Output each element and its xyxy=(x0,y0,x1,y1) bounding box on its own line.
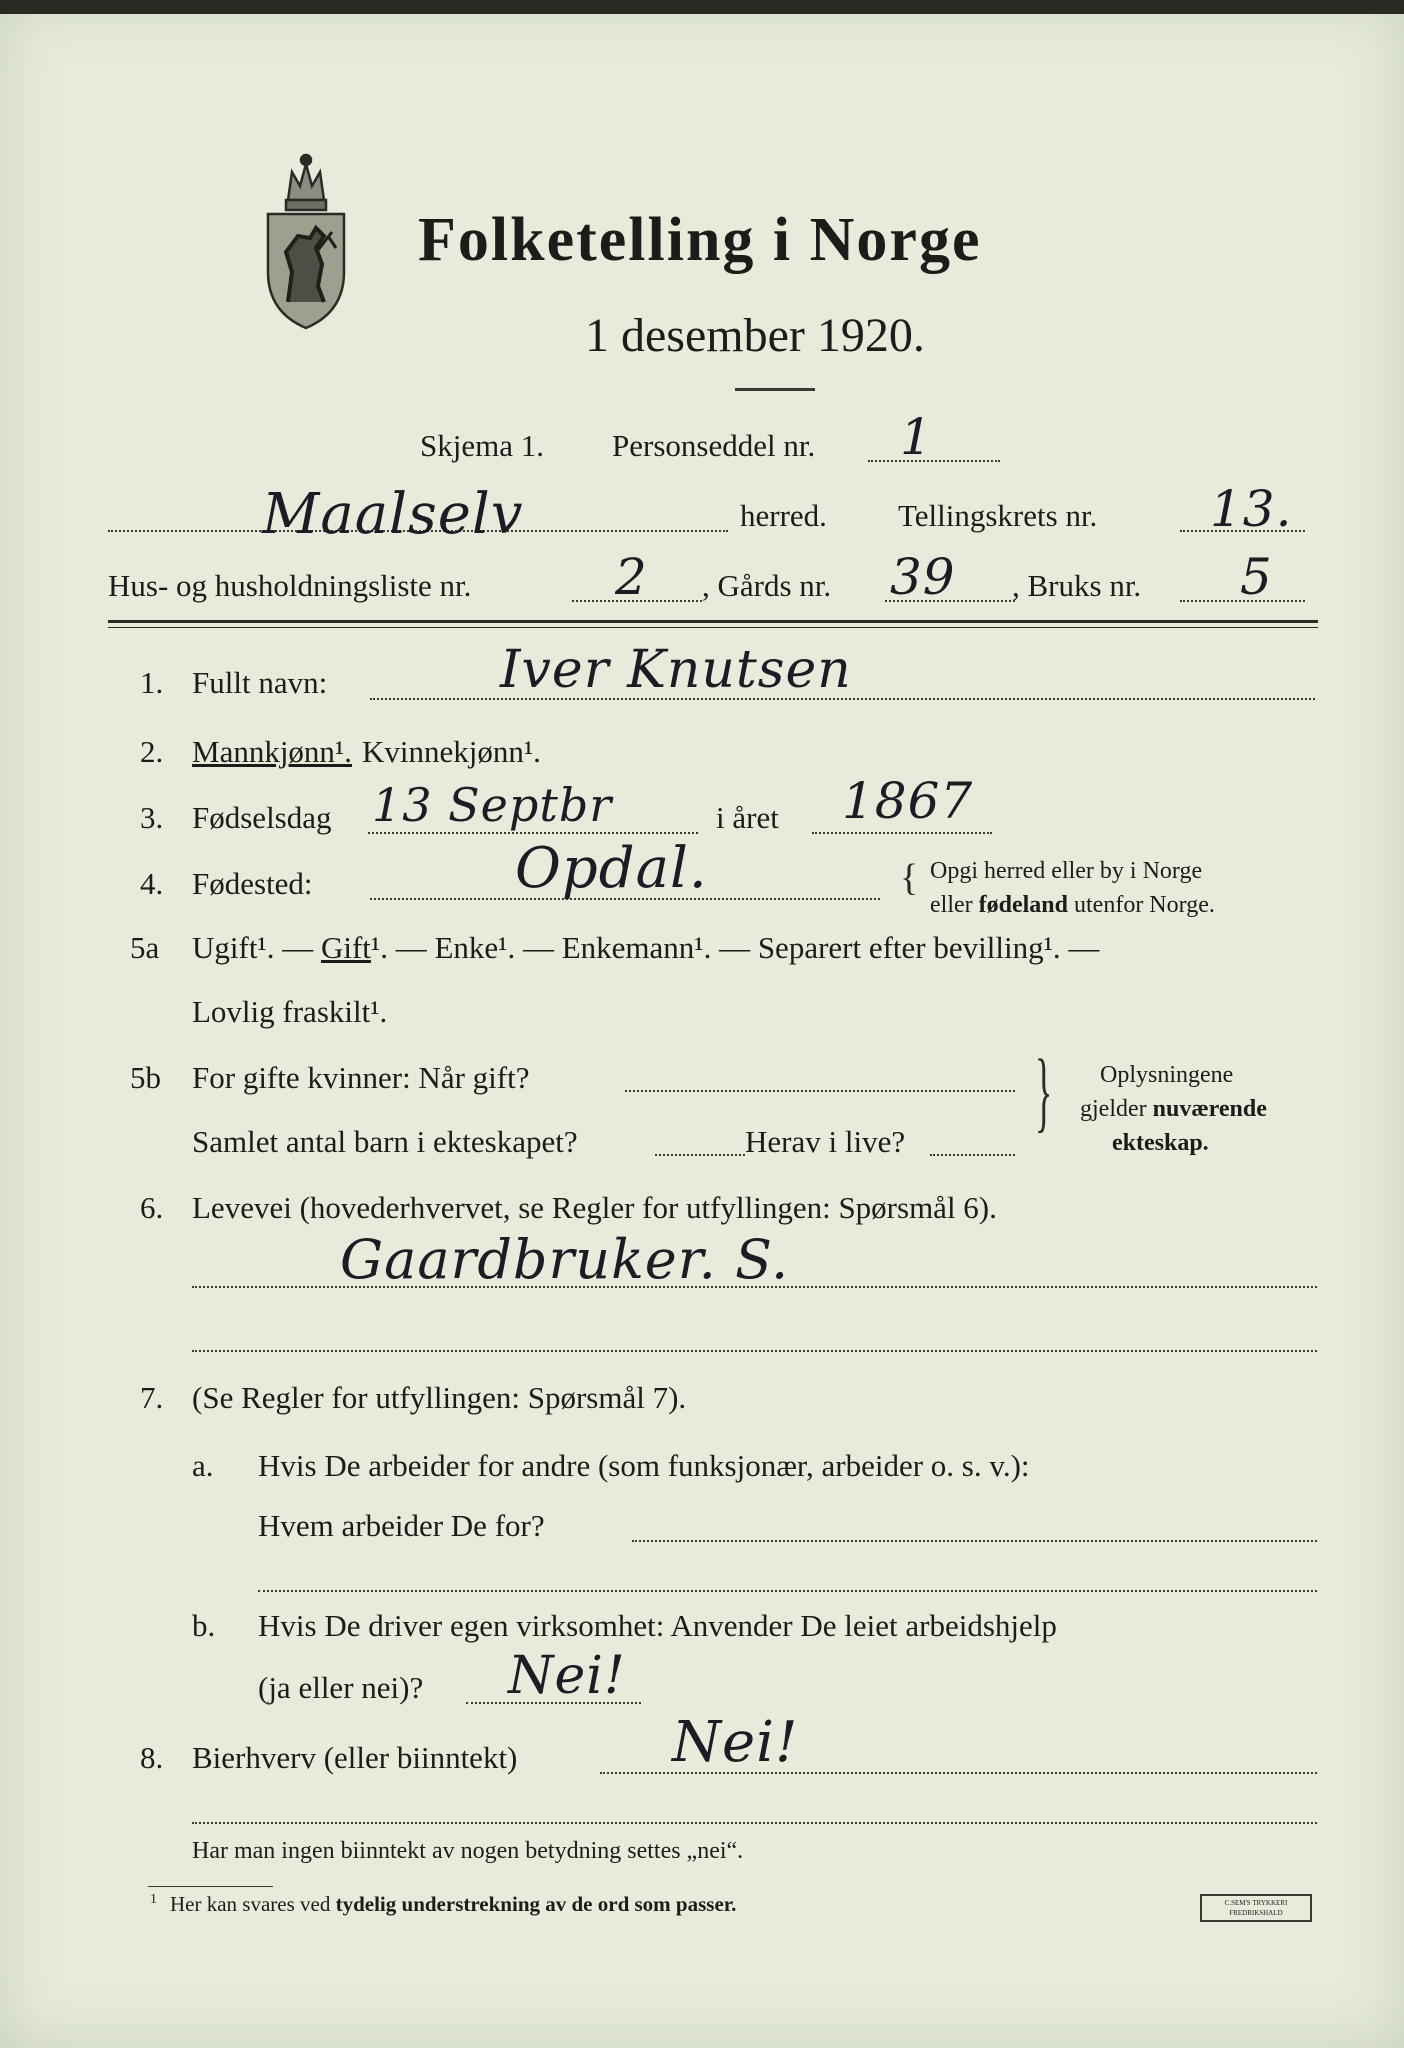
q3-value: 13 Septbr xyxy=(372,778,613,832)
norwegian-coat-of-arms-icon xyxy=(258,152,354,332)
q3-year-value: 1867 xyxy=(842,772,974,830)
q6-label: Levevei (hovederhvervet, se Regler for utfyllingen: Spørsmål 6). xyxy=(192,1190,997,1225)
q5b-note-line2: gjelder nuværende xyxy=(1080,1096,1267,1122)
q4-note-brace: { xyxy=(900,857,919,899)
q5b-label2: Samlet antal barn i ekteskapet? xyxy=(192,1124,578,1159)
q7a-line2 xyxy=(258,1590,1317,1592)
footnote-text: Her kan svares ved tydelig understrekning av de ord som passer. xyxy=(170,1892,737,1916)
q6-value: Gaardbruker. S. xyxy=(340,1228,790,1291)
title-divider xyxy=(735,388,815,391)
q7a-line1 xyxy=(632,1540,1317,1542)
q8-line2 xyxy=(192,1822,1317,1824)
gards-value: 39 xyxy=(890,548,956,606)
q5b-number: 5b xyxy=(130,1060,161,1095)
hus-value: 2 xyxy=(615,548,648,606)
q1-value: Iver Knutsen xyxy=(500,640,852,700)
q7-number: 7. xyxy=(140,1380,164,1415)
q2-male-option: Mannkjønn¹. xyxy=(192,734,352,769)
bruks-value: 5 xyxy=(1240,548,1273,606)
herred-label: herred. xyxy=(740,498,827,533)
q8-value: Nei! xyxy=(672,1710,799,1775)
q4-note-line2: eller fødeland utenfor Norge. xyxy=(930,892,1215,918)
q7-label: (Se Regler for utfyllingen: Spørsmål 7). xyxy=(192,1380,687,1415)
printer-mark-line2: FREDRIKSHALD xyxy=(1229,1909,1283,1917)
q7a-label2: Hvem arbeider De for? xyxy=(258,1508,545,1543)
footnote-rule xyxy=(148,1886,273,1887)
q5a-number: 5a xyxy=(130,930,160,965)
printer-mark xyxy=(1200,1894,1312,1922)
q5b-note-brace: } xyxy=(1034,1042,1053,1141)
tellingskrets-label: Tellingskrets nr. xyxy=(898,498,1098,533)
hus-label: Hus- og husholdningsliste nr. xyxy=(108,568,472,603)
header-rule-thick xyxy=(108,620,1318,623)
bruks-label: , Bruks nr. xyxy=(1012,568,1142,603)
header-rule-thin xyxy=(108,627,1318,628)
q3-number: 3. xyxy=(140,800,164,835)
q5b-married-line xyxy=(625,1090,1015,1092)
q7b-value: Nei! xyxy=(508,1646,626,1706)
q5b-label1: For gifte kvinner: Når gift? xyxy=(192,1060,530,1095)
gards-label: , Gårds nr. xyxy=(702,568,832,603)
personseddel-label: Personseddel nr. xyxy=(612,428,816,463)
q5b-children-line xyxy=(655,1154,745,1156)
q5a-status-options: Ugift¹. — Gift¹. — Enke¹. — Enkemann¹. — Separert efter bevilling¹. — xyxy=(192,930,1100,965)
q4-note-line1: Opgi herred eller by i Norge xyxy=(930,858,1203,884)
footnote-mark: 1 xyxy=(150,1892,157,1907)
q5b-label3: Herav i live? xyxy=(745,1124,906,1159)
q8-label: Bierhverv (eller biinntekt) xyxy=(192,1740,518,1775)
q4-value: Opdal. xyxy=(515,836,708,901)
q3-label: Fødselsdag xyxy=(192,800,332,835)
printer-mark-line1: C.SEM'S TRYKKERI xyxy=(1224,1899,1288,1907)
q7b-label: Hvis De driver egen virksomhet: Anvender De leiet arbeidshjelp xyxy=(258,1608,1057,1643)
skjema-label: Skjema 1. xyxy=(420,428,544,463)
q5b-note-line3: ekteskap. xyxy=(1112,1130,1209,1156)
scan-top-edge xyxy=(0,0,1404,14)
q2-female-option: Kvinnekjønn¹. xyxy=(362,734,541,769)
q6-number: 6. xyxy=(140,1190,164,1225)
q7b-letter: b. xyxy=(192,1608,216,1643)
footer-note: Har man ingen biinntekt av nogen betydning settes „nei“. xyxy=(192,1838,744,1864)
q7b-label2: (ja eller nei)? xyxy=(258,1670,424,1705)
q5a-gift-option: Gift xyxy=(320,930,371,965)
q4-number: 4. xyxy=(140,866,164,901)
q7a-label: Hvis De arbeider for andre (som funksjonær, arbeider o. s. v.): xyxy=(258,1448,1030,1483)
q5b-alive-line xyxy=(930,1154,1015,1156)
q3-year-label: i året xyxy=(716,800,779,835)
herred-value: Maalselv xyxy=(262,482,524,547)
q6-line2 xyxy=(192,1350,1317,1352)
q3-line xyxy=(368,832,698,834)
q1-label: Fullt navn: xyxy=(192,665,328,700)
q5b-note-line1: Oplysningene xyxy=(1100,1062,1234,1088)
q1-number: 1. xyxy=(140,665,164,700)
form-title: Folketelling i Norge xyxy=(418,206,982,274)
q8-number: 8. xyxy=(140,1740,164,1775)
q5a-line2: Lovlig fraskilt¹. xyxy=(192,994,388,1029)
q3-year-line xyxy=(812,832,992,834)
tellingskrets-value: 13. xyxy=(1210,480,1293,538)
personseddel-line xyxy=(868,460,1000,462)
q7a-letter: a. xyxy=(192,1448,214,1483)
form-date: 1 desember 1920. xyxy=(585,309,925,362)
q2-number: 2. xyxy=(140,734,164,769)
personseddel-value: 1 xyxy=(900,408,933,466)
q4-label: Fødested: xyxy=(192,866,313,901)
